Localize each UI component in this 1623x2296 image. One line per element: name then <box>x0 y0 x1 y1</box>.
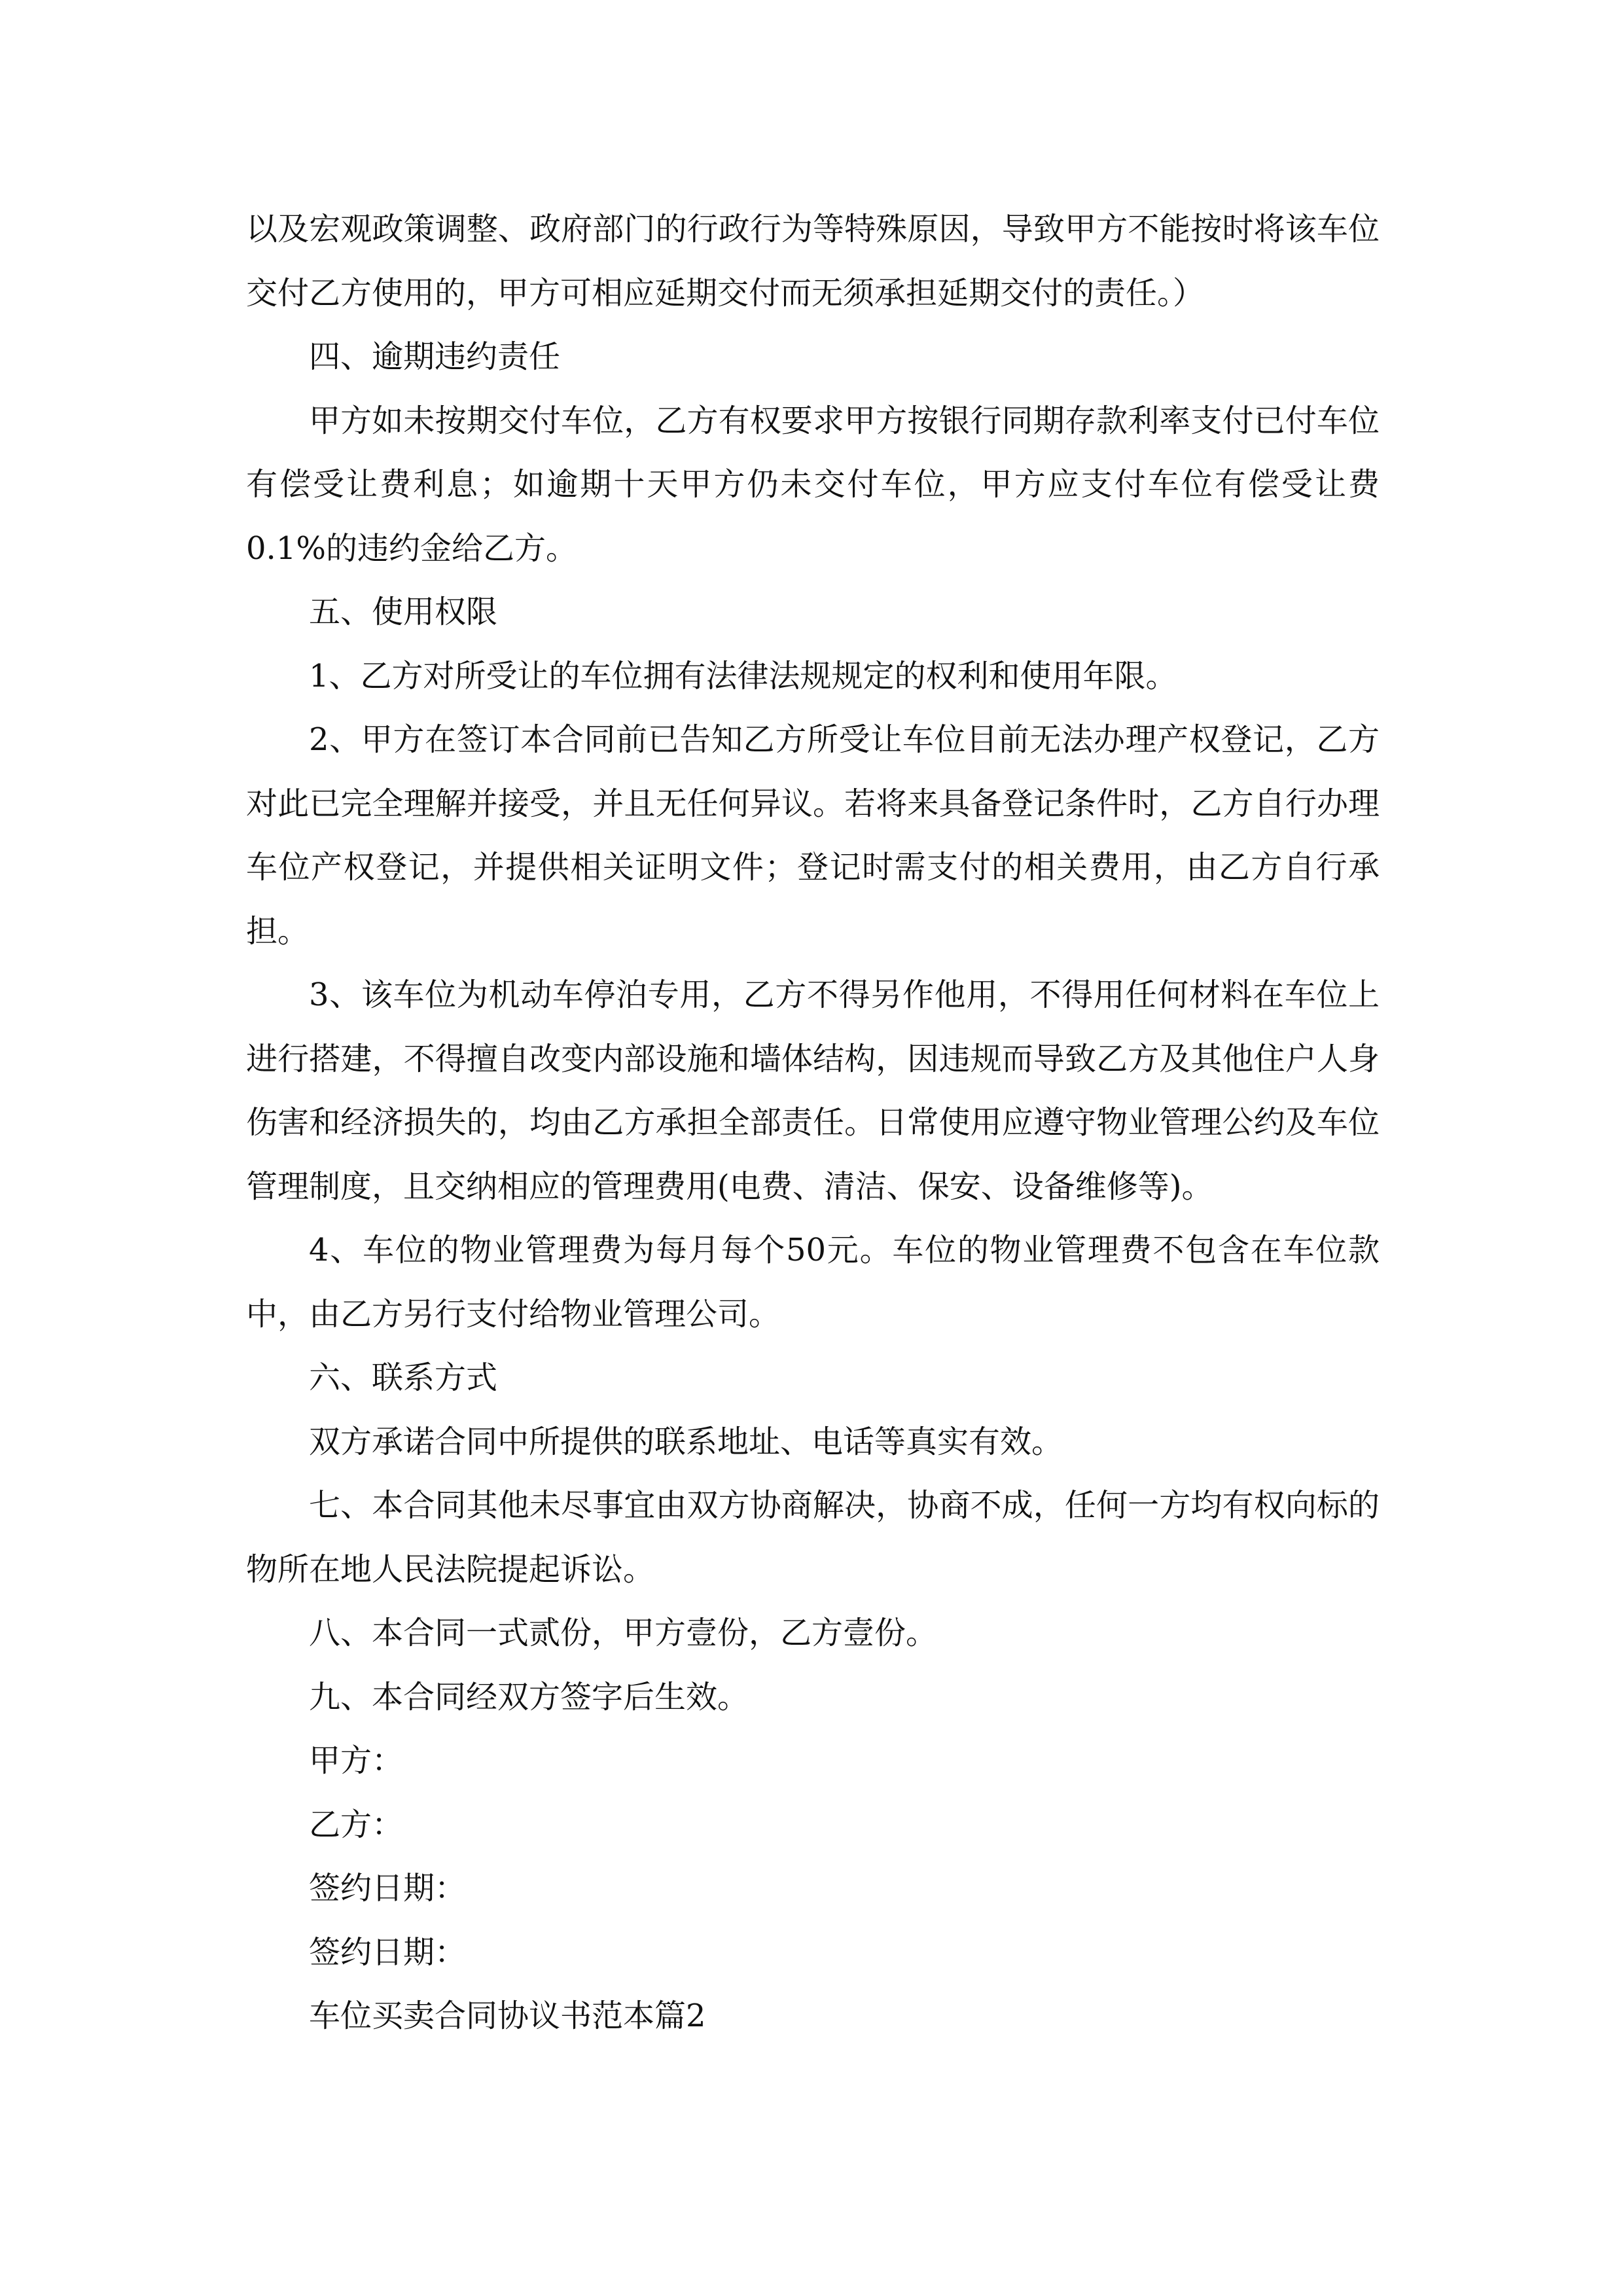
document-body <box>246 198 1380 2049</box>
clause-effective: 九、本合同经双方签字后生效。 <box>309 1678 749 1715</box>
clause-usage-4: 4、车位的物业管理费为每月每个50元。车位的物业管理费不包含在车位款中，由乙方另行支付给物业管理公司。 <box>246 1232 1380 1333</box>
signing-date-1: 签约日期： <box>309 1870 467 1907</box>
section-heading-usage-rights: 五、使用权限 <box>309 594 498 630</box>
section-heading-contact: 六、联系方式 <box>309 1359 498 1396</box>
clause-usage-1: 1、乙方对所受让的车位拥有法律法规规定的权利和使用年限。 <box>309 657 1177 694</box>
section-heading-breach-liability: 四、逾期违约责任 <box>309 338 561 375</box>
clause-usage-2: 2、甲方在签订本合同前已告知乙方所受让车位目前无法办理产权登记，乙方对此已完全理解并接受，并且无任何异议。若将来具备登记条件时，乙方自行办理车位产权登记，并提供相关证明文件；登记时需支付的相关费用，由乙方自行承担。 <box>246 721 1380 950</box>
clause-usage-3: 3、该车位为机动车停泊专用，乙方不得另作他用，不得用任何材料在车位上进行搭建，不得擅自改变内部设施和墙体结构，因违规而导致乙方及其他住户人身伤害和经济损失的，均由乙方承担全部责任。日常使用应遵守物业管理公约及车位管理制度，且交纳相应的管理费用(电费、清洁、保安、设备维修等)。 <box>246 977 1380 1205</box>
signing-date-2: 签约日期： <box>309 1933 467 1971</box>
signature-party-b: 乙方： <box>309 1806 404 1843</box>
clause-copies: 八、本合同一式贰份，甲方壹份，乙方壹份。 <box>309 1615 938 1651</box>
paragraph-continuation: 以及宏观政策调整、政府部门的行政行为等特殊原因，导致甲方不能按时将该车位交付乙方使用的，甲方可相应延期交付而无须承担延期交付的责任。） <box>246 211 1380 312</box>
paragraph-contact: 双方承诺合同中所提供的联系地址、电话等真实有效。 <box>309 1423 1063 1460</box>
paragraph-breach-liability: 甲方如未按期交付车位，乙方有权要求甲方按银行同期存款利率支付已付车位有偿受让费利息；如逾期十天甲方仍未交付车位，甲方应支付车位有偿受让费0.1%的违约金给乙方。 <box>246 402 1380 567</box>
signature-party-a: 甲方： <box>309 1742 404 1779</box>
clause-dispute-resolution: 七、本合同其他未尽事宜由双方协商解决，协商不成，任何一方均有权向标的物所在地人民法院提起诉讼。 <box>246 1487 1380 1588</box>
next-section-title: 车位买卖合同协议书范本篇2 <box>309 1998 706 2034</box>
